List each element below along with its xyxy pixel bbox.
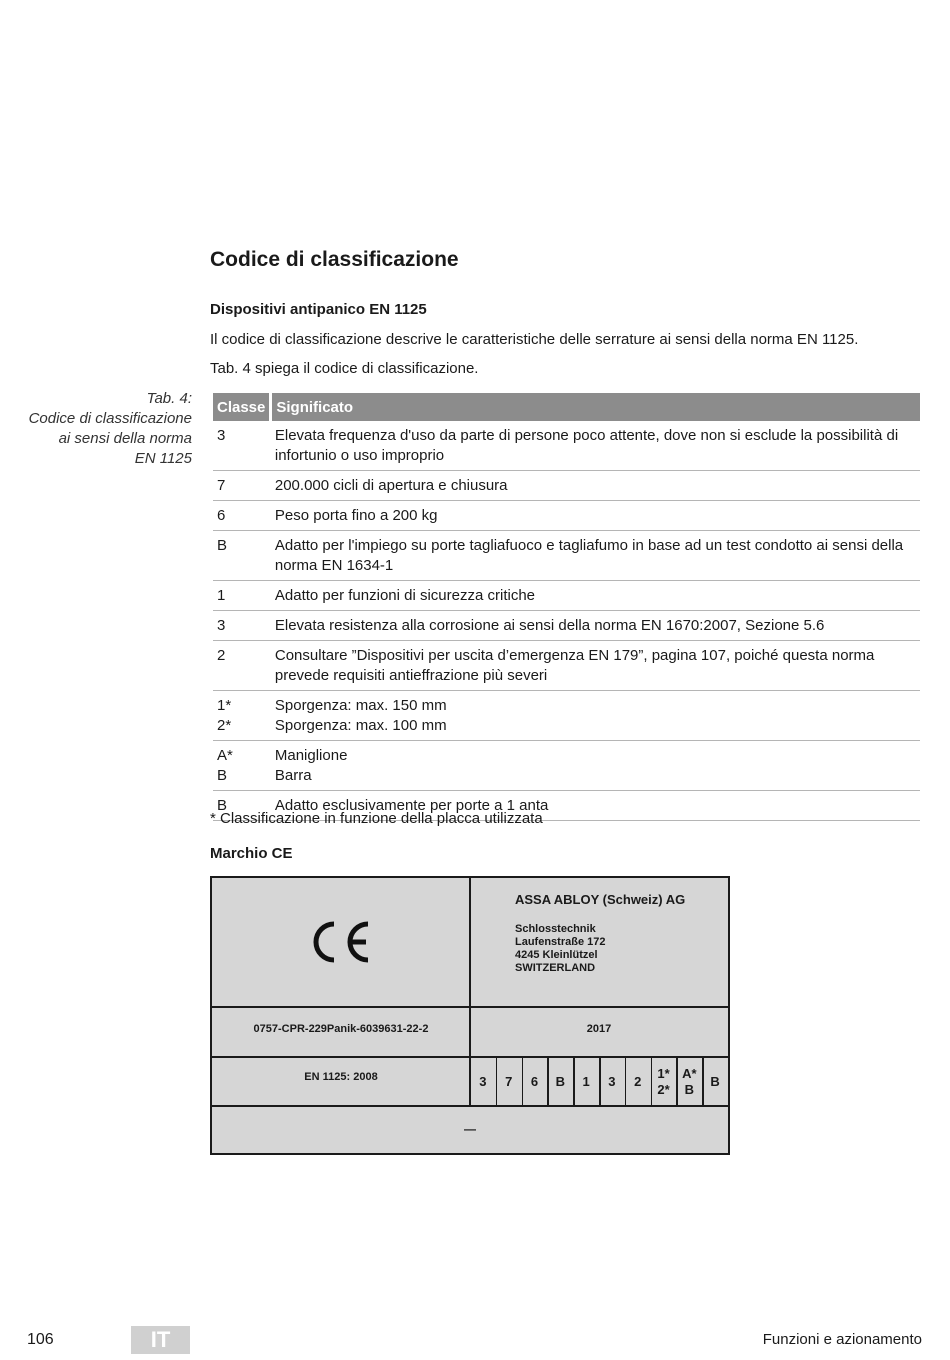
address-line: 4245 Kleinlützel bbox=[515, 949, 598, 961]
table-row bbox=[213, 641, 920, 691]
table-row bbox=[213, 611, 920, 641]
class-code-cell: 3 bbox=[213, 421, 271, 471]
class-code-cell: 3 bbox=[213, 611, 271, 641]
ce-mark-icon bbox=[308, 918, 374, 966]
class-code-cell: B bbox=[213, 531, 271, 581]
table-row bbox=[213, 421, 920, 471]
caption-line: EN 1125 bbox=[134, 450, 192, 467]
column-header-significato: Significato bbox=[271, 393, 920, 421]
language-badge: IT bbox=[131, 1326, 190, 1354]
table-row bbox=[213, 691, 920, 741]
certificate-number: 0757-CPR-229Panik-6039631-22-2 bbox=[253, 1023, 429, 1035]
ce-year: 2017 bbox=[586, 1023, 612, 1035]
address-line: Schlosstechnik bbox=[515, 923, 596, 935]
classification-digit: 1* 2* bbox=[657, 1066, 670, 1097]
table-header-row bbox=[213, 393, 920, 421]
standard-reference: EN 1125: 2008 bbox=[304, 1071, 378, 1083]
classification-digit: 3 bbox=[479, 1074, 487, 1089]
meaning-cell: Elevata frequenza d'uso da parte di persone poco attente, dove non si esclude la possibilità di infortunio o uso improprio bbox=[271, 421, 920, 471]
address-line: Laufenstraße 172 bbox=[515, 936, 606, 948]
table-reference: Tab. 4 spiega il codice di classificazione. bbox=[210, 360, 479, 377]
meaning-cell: Maniglione Barra bbox=[271, 741, 920, 791]
classification-digit: 6 bbox=[530, 1074, 539, 1089]
meaning-cell: Adatto per l'impiego su porte tagliafuoco e tagliafumo in base ad un test condotto ai sensi della norma EN 1634-1 bbox=[271, 531, 920, 581]
table-row bbox=[213, 531, 920, 581]
class-code-cell: 7 bbox=[213, 471, 271, 501]
classification-digit: 2 bbox=[634, 1074, 642, 1089]
meaning-cell: Elevata resistenza alla corrosione ai sensi della norma EN 1670:2007, Sezione 5.6 bbox=[271, 611, 920, 641]
classification-digit: 7 bbox=[505, 1074, 513, 1089]
table-row bbox=[213, 581, 920, 611]
classification-digit: A* B bbox=[682, 1066, 697, 1097]
caption-line: Codice di classificazione bbox=[28, 410, 192, 427]
ce-label-plate bbox=[210, 876, 730, 1155]
class-code-cell: 2 bbox=[213, 641, 271, 691]
column-header-classe: Classe bbox=[213, 393, 271, 421]
section-subheading: Dispositivi antipanico EN 1125 bbox=[210, 301, 427, 318]
page-title: Codice di classificazione bbox=[210, 248, 459, 271]
class-code-cell: 1 bbox=[213, 581, 271, 611]
plate-bottom-mark: — bbox=[464, 1122, 476, 1136]
page-number: 106 bbox=[27, 1331, 54, 1348]
table-caption bbox=[20, 389, 192, 469]
ce-heading: Marchio CE bbox=[210, 845, 293, 862]
footnote: * Classificazione in funzione della placca utilizzata bbox=[210, 810, 543, 827]
meaning-cell: Peso porta fino a 200 kg bbox=[271, 501, 920, 531]
meaning-cell: Sporgenza: max. 150 mm Sporgenza: max. 100 mm bbox=[271, 691, 920, 741]
table-row bbox=[213, 471, 920, 501]
caption-line: Tab. 4: bbox=[146, 390, 192, 407]
manufacturer-address bbox=[515, 923, 605, 975]
class-code-cell: 1* 2* bbox=[213, 691, 271, 741]
meaning-cell: Adatto esclusivamente per porte a 1 anta bbox=[271, 791, 920, 821]
class-code-cell: B bbox=[213, 791, 271, 821]
intro-paragraph: Il codice di classificazione descrive le caratteristiche delle serrature ai sensi della norma EN 1125. bbox=[210, 331, 859, 348]
footer-section-title: Funzioni e azionamento bbox=[762, 1331, 922, 1348]
meaning-cell: Adatto per funzioni di sicurezza critiche bbox=[271, 581, 920, 611]
address-line: SWITZERLAND bbox=[515, 962, 596, 974]
caption-line: ai sensi della norma bbox=[58, 430, 192, 447]
meaning-cell: 200.000 cicli di apertura e chiusura bbox=[271, 471, 920, 501]
table-row bbox=[213, 501, 920, 531]
classification-digit: 1 bbox=[582, 1074, 590, 1089]
classification-digit: 3 bbox=[608, 1074, 616, 1089]
class-code-cell: A* B bbox=[213, 741, 271, 791]
class-code-cell: 6 bbox=[213, 501, 271, 531]
classification-digit: B bbox=[555, 1074, 565, 1089]
table-row bbox=[213, 741, 920, 791]
classification-digit: B bbox=[710, 1074, 720, 1089]
meaning-cell: Consultare ”Dispositivi per uscita d’emergenza EN 179”, pagina 107, poiché questa norma prevede requisiti antieffrazione più severi bbox=[271, 641, 920, 691]
manufacturer-name: ASSA ABLOY (Schweiz) AG bbox=[515, 892, 686, 907]
classification-table bbox=[213, 393, 920, 821]
